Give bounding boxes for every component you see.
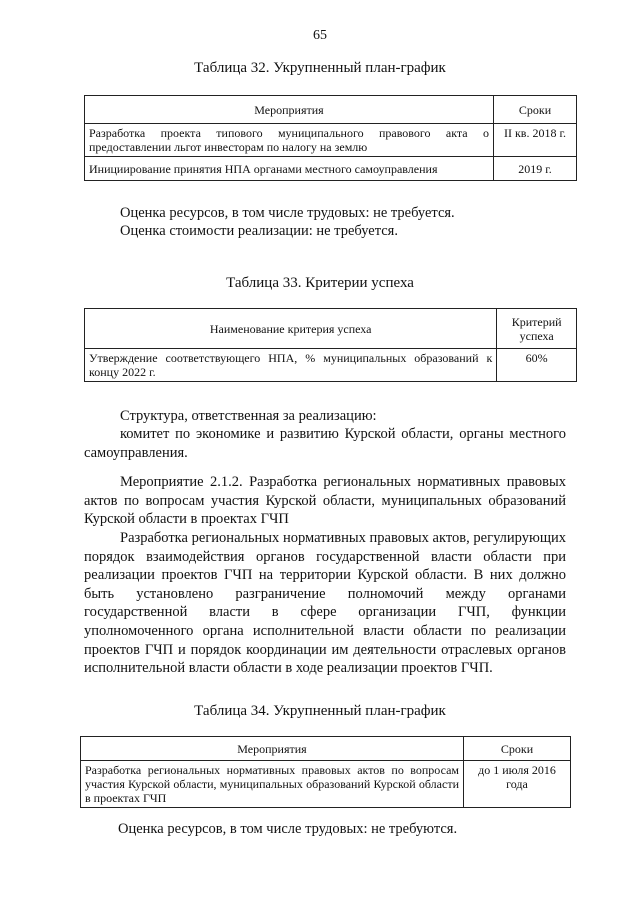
table33-header-success: Критерий успеха (497, 309, 577, 349)
measure-title: Мероприятие 2.1.2. Разработка региональных нормативных правовых актов по вопросам участия Курской области, муниципальных образований Курской области в проектах ГЧП (84, 474, 566, 528)
resources-estimate: Оценка ресурсов, в том числе трудовых: не требуется. (120, 205, 455, 221)
table33-header-criterion: Наименование критерия успеха (85, 309, 497, 349)
table34-header-measures: Мероприятия (81, 737, 464, 761)
table32 (84, 95, 577, 181)
table-row (81, 761, 571, 808)
table33-caption: Таблица 33. Критерии успеха (226, 275, 414, 291)
structure-value: комитет по экономике и развитию Курской области, органы местного самоуправления. (84, 426, 566, 461)
table33 (84, 308, 577, 382)
table34 (80, 736, 571, 808)
table33-cell: Утверждение соответствующего НПА, % муниципальных образований к концу 2022 г. (85, 349, 497, 382)
table34-cell: Разработка региональных нормативных правовых актов по вопросам участия Курской области, муниципальных образований Курской области в проектах ГЧП (81, 761, 464, 808)
table-row (85, 124, 577, 157)
table34-cell: до 1 июля 2016 года (464, 761, 571, 808)
table32-caption: Таблица 32. Укрупненный план-график (194, 60, 446, 76)
table32-header-deadlines: Сроки (494, 96, 577, 124)
measure-body: Разработка региональных нормативных правовых актов, регулирующих порядок взаимодействия органов государственной власти области при реализации проектов ГЧП на территории Курской области. В них должно быть установлено разграничение полномочий между органами государственной власти в сфере организации ГЧП, функции уполномоченного органа исполнительной власти области по реализации проектов ГЧП и порядок координации им деятельности отраслевых органов исполнительной власти области в ходе реализации проектов ГЧП. (84, 530, 566, 677)
table34-caption: Таблица 34. Укрупненный план-график (194, 703, 446, 719)
table32-cell: 2019 г. (494, 157, 577, 181)
table32-cell: II кв. 2018 г. (494, 124, 577, 157)
table32-header-measures: Мероприятия (85, 96, 494, 124)
table33-cell: 60% (497, 349, 577, 382)
table-row (85, 349, 577, 382)
page-number: 65 (313, 28, 327, 43)
structure-label: Структура, ответственная за реализацию: (120, 408, 377, 424)
table32-cell: Разработка проекта типового муниципального правового акта о предоставлении льгот инвесторам по налогу на землю (85, 124, 494, 157)
resources-estimate-2: Оценка ресурсов, в том числе трудовых: не требуются. (118, 821, 458, 837)
table32-cell: Инициирование принятия НПА органами местного самоуправления (85, 157, 494, 181)
table-row (85, 157, 577, 181)
table34-header-deadlines: Сроки (464, 737, 571, 761)
cost-estimate: Оценка стоимости реализации: не требуется. (120, 223, 398, 239)
